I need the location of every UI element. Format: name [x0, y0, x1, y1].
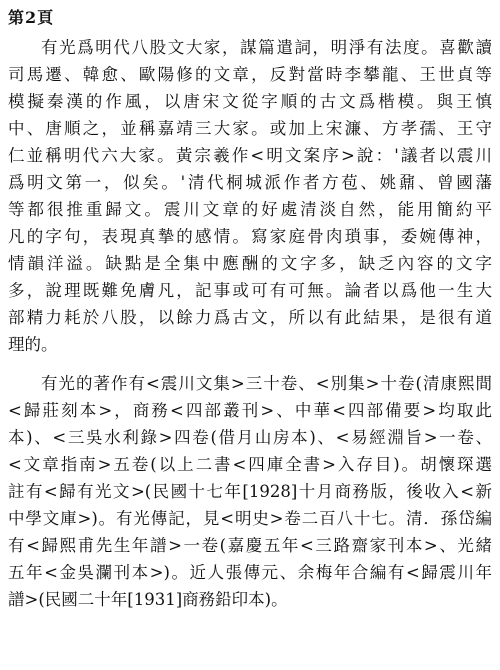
paragraph-line: <文章指南>五卷(以上二書<四庫全書>入存目)。胡懷琛選: [8, 455, 492, 474]
paragraph-line: 有光的著作有<震川文集>三十卷、<別集>十卷(清康熙間: [41, 374, 492, 393]
paragraph-line: 有<歸熙甫先生年譜>一卷(嘉慶五年<三路齋家刊本>、光緒: [8, 536, 492, 555]
paragraph-line: 仁並稱明代六大家。黃宗羲作<明文案序>說：'議者以震川: [8, 146, 492, 165]
paragraph-line: 情韻洋溢。缺點是全集中應酬的文字多，缺乏內容的文字: [8, 254, 492, 273]
paragraph-line: 等都很推重歸文。震川文章的好處清淡自然，能用簡約平: [8, 200, 492, 219]
paragraph-line: 註有<歸有光文>(民國十七年[1928]十月商務版，後收入<新: [8, 482, 492, 501]
paragraph-line: 部精力耗於八股，以餘力爲古文，所以有此結果，是很有道: [8, 308, 492, 327]
paragraph-line: 譜>(民國二十年[1931]商務鉛印本)。: [8, 590, 288, 609]
paragraph-line: 凡的字句，表現真摯的感情。寫家庭骨肉瑣事，委婉傳神，: [8, 227, 492, 246]
paragraph-line: 本)、<三吳水利錄>四卷(借月山房本)、<易經淵旨>一卷、: [8, 428, 492, 447]
paragraph-line: 模擬秦漢的作風，以唐宋文從字順的古文爲楷模。與王慎: [8, 92, 492, 111]
paragraph-line: 中、唐順之，並稱嘉靖三大家。或加上宋濂、方孝孺、王守: [8, 119, 492, 138]
paragraph-line: 有光爲明代八股文大家，謀篇遣詞，明淨有法度。喜歡讀: [41, 38, 492, 57]
paragraph-line: <歸莊刻本>，商務<四部叢刊>、中華<四部備要>均取此: [8, 401, 492, 420]
paragraph-line: 五年<金吳瀾刊本>)。近人張傳元、余梅年合編有<歸震川年: [8, 563, 492, 582]
page-number-label: 第2頁: [8, 8, 55, 27]
paragraph-line: 爲明文第一，似矣。'清代桐城派作者方苞、姚鼐、曾國藩: [8, 173, 492, 192]
paragraph-line: 多，說理既難免膚凡，記事或可有可無。論者以爲他一生大: [8, 281, 492, 300]
paragraph-line: 司馬遷、韓愈、歐陽修的文章，反對當時李攀龍、王世貞等: [8, 65, 492, 84]
paragraph-line: 理的。: [8, 335, 58, 354]
paragraph-line: 中學文庫>)。有光傳記，見<明史>卷二百八十七。清．孫岱編: [8, 509, 492, 528]
